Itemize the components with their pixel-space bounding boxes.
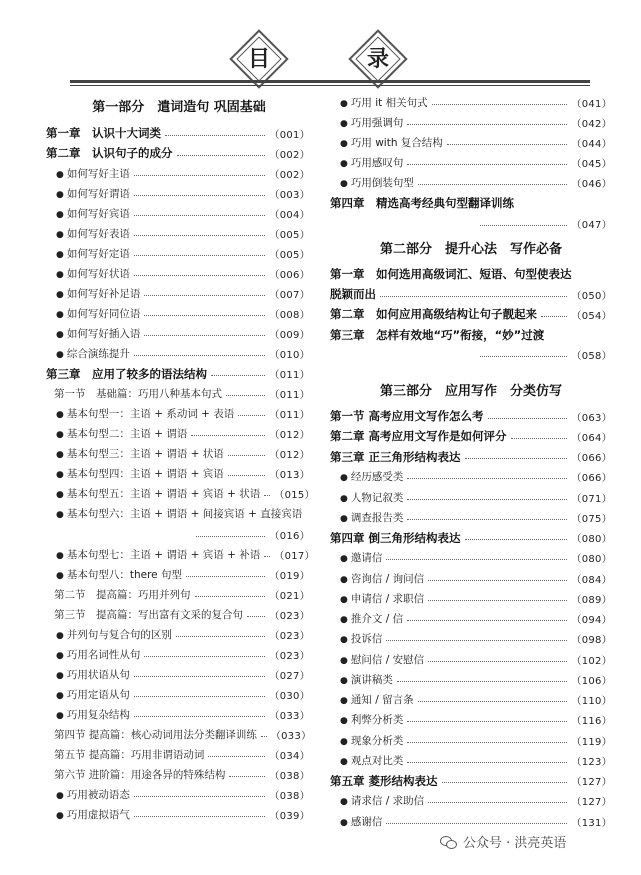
entry-title: ● 现象分析类: [340, 733, 403, 748]
leader-dots: [134, 816, 266, 817]
leader-dots: [407, 721, 567, 722]
entry-title: ● 投诉信: [340, 631, 382, 646]
page-number: （080）: [571, 554, 612, 566]
page-number: （046）: [571, 179, 612, 191]
leader-dots: [480, 356, 567, 357]
entry-title: 脱颖而出: [330, 287, 376, 302]
leader-dots: [407, 124, 567, 125]
entry-title: ● 巧用虚拟语气: [56, 807, 130, 822]
toc-bullet-item: [56, 303, 310, 323]
entry-title: ● 感谢信: [340, 814, 382, 829]
leader-dots: [397, 681, 568, 682]
page-number: （127）: [571, 797, 612, 809]
toc-bullet-item: [56, 544, 315, 564]
page-number: （006）: [269, 269, 310, 281]
leader-dots: [407, 762, 567, 763]
leader-dots: [428, 661, 567, 662]
page-number: （010）: [269, 350, 310, 362]
entry-title: 第一章 认识十大词类: [46, 126, 161, 140]
toc-bullet-item: [56, 444, 310, 464]
page-number: （116）: [571, 716, 612, 728]
leader-dots: [541, 316, 567, 317]
page-number: （019）: [269, 570, 310, 582]
entry-title: 第三章 应用了较多的语法结构: [46, 366, 207, 381]
toc-bullet-item: [340, 629, 612, 649]
entry-title: ● 巧用名词性从句: [56, 647, 140, 662]
page-number: （001）: [269, 129, 310, 141]
toc-chapter: [46, 123, 310, 143]
toc-section: [54, 745, 310, 765]
leader-dots: [177, 155, 266, 156]
leader-dots: [228, 455, 266, 456]
toc-bullet-item: [56, 424, 310, 444]
entry-title: 第三章 正三角形结构表达: [330, 449, 461, 464]
toc-bullet-item: [56, 404, 310, 424]
entry-title: ● 如何写好插入语: [56, 326, 140, 341]
toc-header: [0, 0, 641, 78]
entry-title: 第三章 怎样有效地“巧”衔接，“妙”过渡: [330, 327, 545, 342]
leader-dots: [407, 164, 567, 165]
toc-bullet-item: [56, 484, 315, 504]
toc-continuation: [46, 524, 310, 544]
leader-dots: [407, 620, 567, 621]
leader-dots: [418, 184, 568, 185]
entry-title: ● 观点对比类: [340, 753, 403, 768]
toc-chapter: [330, 304, 612, 324]
entry-title: ● 如何写好同位语: [56, 306, 140, 321]
page-number: （033）: [269, 710, 310, 722]
toc-bullet-item: [56, 624, 310, 644]
leader-dots: [144, 656, 265, 657]
leader-dots: [511, 438, 568, 439]
header-rule-thin: [70, 85, 590, 86]
toc-chapter: [46, 143, 310, 163]
page-number: （002）: [269, 169, 310, 181]
leader-dots: [407, 742, 567, 743]
entry-title: ● 基本句型八：there 句型: [56, 567, 182, 582]
entry-title: 第三节 提高篇：写出富有文采的复合句: [54, 608, 243, 621]
entry-title: ● 巧用复杂结构: [56, 707, 130, 722]
page-number: （021）: [269, 590, 310, 602]
toc-bullet-item: [340, 548, 612, 568]
page-number: （084）: [571, 574, 612, 586]
page-number: （102）: [571, 655, 612, 667]
entry-title: ● 巧用定语从句: [56, 687, 130, 702]
toc-bullet-item: [340, 92, 612, 112]
page-number: （089）: [571, 594, 612, 606]
leader-dots: [191, 435, 265, 436]
page-number: （044）: [571, 138, 612, 150]
page-number: （008）: [269, 309, 310, 321]
entry-title: ● 人物记叙类: [340, 490, 403, 505]
toc-bullet-item: [56, 805, 310, 825]
leader-dots: [144, 315, 265, 316]
page-number: （045）: [571, 159, 612, 171]
toc-bullet-item: [340, 507, 612, 527]
leader-dots: [134, 676, 266, 677]
toc-bullet-item: [56, 644, 310, 664]
page-number: （003）: [269, 189, 310, 201]
toc-bullet-item: [340, 710, 612, 730]
leader-dots: [428, 580, 567, 581]
page-number: （054）: [571, 310, 612, 322]
leader-dots: [208, 756, 265, 757]
toc-chapter: [330, 264, 612, 284]
leader-dots: [264, 556, 270, 557]
page-number: （110）: [571, 696, 612, 707]
toc-bullet-item: [340, 730, 612, 750]
toc-continuation: [330, 213, 612, 233]
toc-bullet-item: [56, 283, 310, 303]
page-number: （066）: [571, 453, 612, 464]
part-three-title: 第三部分 应用写作 分类仿写: [379, 384, 562, 399]
page-number: （012）: [269, 450, 310, 462]
page-number: （094）: [571, 615, 612, 626]
entry-title: 第六节 进阶篇：用途各异的特殊结构: [54, 769, 226, 782]
page-number: （007）: [269, 289, 310, 301]
entry-title: ● 基本句型六：主语 + 谓语 + 间接宾语 + 直接宾语: [56, 506, 302, 521]
toc-bullet-item: [340, 588, 612, 608]
page-number: （016）: [269, 530, 310, 542]
entry-title: ● 通知 / 留言条: [340, 692, 414, 707]
toc-bullet-item: [340, 750, 612, 770]
leader-dots: [442, 782, 568, 783]
entry-title: ● 利弊分析类: [340, 712, 403, 727]
toc-bullet-item: [56, 223, 310, 243]
entry-title: ● 如何写好表语: [56, 226, 130, 241]
page-number: （131）: [571, 817, 612, 829]
page-number: （011）: [269, 390, 310, 402]
toc-bullet-item: [340, 568, 612, 588]
leader-dots: [134, 355, 266, 356]
leader-dots: [465, 539, 568, 540]
page-number: （004）: [269, 209, 310, 221]
leader-dots: [407, 499, 567, 500]
toc-bullet-item: [340, 609, 612, 629]
entry-title: ● 如何写好主语: [56, 166, 130, 181]
toc-bullet-item: [56, 183, 310, 203]
toc-bullet-item: [56, 684, 310, 704]
entry-title: ● 申请信 / 求职信: [340, 591, 424, 606]
entry-title: ● 基本句型一：主语 + 系动词 + 表语: [56, 406, 234, 421]
page-number: （038）: [269, 771, 310, 783]
leader-dots: [134, 696, 266, 697]
title-char-left: 目: [247, 46, 270, 72]
toc-chapter: [330, 426, 612, 446]
page-number: （011）: [269, 410, 310, 422]
toc-chapter: [330, 406, 612, 426]
entry-title: ● 巧用感叹句: [340, 155, 403, 170]
page-number: （106）: [571, 675, 612, 687]
page-number: （075）: [571, 513, 612, 525]
toc-chapter: [330, 325, 612, 345]
toc-bullet-item: [340, 669, 612, 689]
leader-dots: [134, 195, 266, 196]
leader-dots: [211, 375, 265, 376]
entry-title: ● 如何写好补足语: [56, 286, 140, 301]
page-number: （005）: [269, 249, 310, 261]
watermark: [440, 832, 566, 851]
leader-dots: [386, 559, 567, 560]
page-number: （009）: [269, 330, 310, 341]
toc-section: [54, 765, 310, 785]
leader-dots: [195, 596, 266, 597]
page-number: （013）: [269, 470, 310, 482]
leader-dots: [134, 215, 266, 216]
leader-dots: [465, 458, 568, 459]
toc-chapter: [330, 771, 612, 791]
entry-title: ● 巧用状语从句: [56, 667, 130, 682]
leader-dots: [428, 600, 567, 601]
entry-title: ● 基本句型五：主语 + 谓语 + 宾语 + 状语: [56, 486, 260, 501]
entry-title: 第五节 提高篇：巧用非谓语动词: [54, 749, 205, 762]
entry-title: ● 如何写好宾语: [56, 206, 130, 221]
page-number: （023）: [269, 650, 310, 662]
page-number: （039）: [269, 811, 310, 823]
title-char-right: 录: [366, 46, 389, 72]
page-number: （023）: [269, 630, 310, 642]
page-number: （123）: [571, 756, 612, 768]
page-number: （064）: [571, 432, 612, 444]
page-number: （017）: [274, 550, 315, 562]
leader-dots: [144, 335, 265, 336]
entry-title: ● 如何写好谓语: [56, 186, 130, 201]
entry-title: ● 巧用 with 复合结构: [340, 135, 443, 150]
part-two-title: 第二部分 提升心法 写作必备: [379, 242, 562, 257]
leader-dots: [428, 802, 567, 803]
entry-title: ● 调查报告类: [340, 510, 403, 525]
leader-dots: [134, 716, 266, 717]
toc-bullet-item: [340, 112, 612, 132]
entry-title: ● 综合演练提升: [56, 346, 130, 361]
toc-bullet-item: [340, 132, 612, 152]
leader-dots: [134, 796, 266, 797]
toc-bullet-item: [56, 243, 310, 263]
page-number: （015）: [274, 490, 315, 502]
page-number: （127）: [571, 777, 612, 788]
entry-title: ● 巧用被动语态: [56, 787, 130, 802]
toc-bullet-item: [340, 173, 612, 193]
page-number: （002）: [269, 149, 310, 161]
leader-dots: [238, 415, 265, 416]
entry-title: ● 请求信 / 求助信: [340, 793, 424, 808]
page-number: （038）: [269, 791, 310, 803]
entry-title: ● 如何写好定语: [56, 246, 130, 261]
page-number: （005）: [269, 229, 310, 241]
leader-dots: [432, 104, 568, 105]
page-number: （034）: [269, 751, 310, 763]
watermark-text: 公众号 · 洪亮英语: [463, 836, 567, 851]
entry-title: 第二章 高考应用文写作是如何评分: [330, 429, 507, 444]
leader-dots: [247, 616, 265, 617]
page-number: （041）: [571, 98, 612, 110]
leader-dots: [196, 536, 265, 537]
leader-dots: [418, 701, 568, 702]
leader-dots: [488, 418, 568, 419]
toc-bullet-item: [340, 153, 612, 173]
entry-title: ● 巧用倒装句型: [340, 175, 414, 190]
entry-title: ● 演讲稿类: [340, 672, 393, 687]
toc-bullet-item: [56, 664, 310, 684]
entry-title: ● 巧用强调句: [340, 115, 403, 130]
entry-title: ● 咨询信 / 询问信: [340, 571, 424, 586]
entry-title: ● 邀请信: [340, 550, 382, 565]
leader-dots: [134, 175, 266, 176]
page-number: （080）: [571, 534, 612, 545]
page-number: （042）: [571, 118, 612, 130]
toc-bullet-item: [340, 791, 612, 811]
toc-bullet-item: [56, 163, 310, 183]
entry-title: ● 推介文 / 信: [340, 611, 403, 626]
toc-chapter: [330, 447, 612, 467]
page-number: （066）: [571, 473, 612, 485]
page-number: （098）: [571, 635, 612, 647]
toc-bullet-item: [340, 467, 612, 487]
entry-title: ● 基本句型七：主语 + 谓语 + 宾语 + 补语: [56, 547, 260, 562]
toc-bullet-item: [340, 690, 612, 710]
page-number: （063）: [571, 412, 612, 424]
toc-chapter: [330, 193, 612, 213]
entry-title: 第二章 如何应用高级结构让句子靓起来: [330, 307, 537, 322]
toc-bullet-item: [56, 203, 310, 223]
entry-title: ● 慰问信 / 安慰信: [340, 652, 424, 667]
leader-dots: [229, 776, 265, 777]
part-one-title: 第一部分 遣词造句 巩固基础: [92, 100, 266, 115]
entry-title: 第一章 如何选用高级词汇、短语、句型使表达: [330, 267, 572, 281]
entry-title: ● 并列句与复合句的区别: [56, 627, 172, 642]
page-number: （030）: [269, 690, 310, 702]
entry-title: 第四章 倒三角形结构表达: [330, 530, 461, 545]
page-number: （023）: [269, 610, 310, 622]
leader-dots: [134, 255, 266, 256]
toc-bullet-item: [56, 344, 310, 364]
toc-continuation: [330, 345, 612, 365]
entry-title: ● 基本句型二：主语 + 谓语: [56, 426, 187, 441]
leader-dots: [407, 478, 567, 479]
leader-dots: [447, 144, 568, 145]
toc-bullet-item: [56, 564, 310, 584]
toc-bullet-item: [56, 504, 310, 524]
header-rule: [70, 80, 590, 83]
page-number: （050）: [571, 290, 612, 302]
toc-bullet-item: [56, 785, 310, 805]
toc-bullet-item: [56, 263, 310, 283]
toc-bullet-item: [340, 487, 612, 507]
toc-bullet-item: [56, 324, 310, 344]
leader-dots: [186, 576, 265, 577]
toc-section: [54, 725, 310, 745]
leader-dots: [480, 225, 567, 226]
leader-dots: [380, 296, 567, 297]
entry-title: 第一节 基础篇：巧用八种基本句式: [54, 388, 222, 401]
toc-section: [54, 604, 310, 624]
leader-dots: [264, 495, 270, 496]
entry-title: 第二节 提高篇：巧用并列句: [54, 588, 191, 601]
page-number: （058）: [571, 351, 612, 363]
leader-dots: [226, 395, 265, 396]
toc-bullet-item: [340, 649, 612, 669]
toc-bullet-item: [56, 704, 310, 724]
entry-title: ● 巧用 it 相关句式: [340, 95, 428, 110]
leader-dots: [134, 275, 266, 276]
leader-dots: [386, 640, 567, 641]
wechat-icon: [440, 835, 458, 849]
entry-title: ● 如何写好状语: [56, 266, 130, 281]
page-number: （047）: [571, 219, 612, 231]
leader-dots: [386, 823, 567, 824]
leader-dots: [134, 235, 266, 236]
page-number: （119）: [571, 736, 612, 748]
leader-dots: [407, 519, 567, 520]
page-number: （071）: [571, 493, 612, 505]
page-number: （027）: [269, 670, 310, 682]
entry-title: 第四章 精选高考经典句型翻译训练: [330, 196, 514, 210]
entry-title: ● 经历感受类: [340, 469, 403, 484]
entry-title: 第四节 提高篇：核心动词用法分类翻译训练: [54, 729, 257, 741]
entry-title: 第二章 认识句子的成分: [46, 146, 173, 161]
toc-bullet-item: [340, 811, 612, 831]
toc-section: [54, 584, 310, 604]
entry-title: 第一节 高考应用文写作怎么考: [330, 409, 484, 423]
leader-dots: [228, 475, 266, 476]
page-number: （012）: [269, 430, 310, 442]
toc-chapter: [330, 528, 612, 548]
toc-chapter: [330, 284, 612, 304]
leader-dots: [261, 736, 267, 737]
leader-dots: [176, 636, 266, 637]
toc-chapter: [46, 364, 310, 384]
leader-dots: [144, 295, 265, 296]
toc-section: [54, 384, 310, 404]
entry-title: 第五章 菱形结构表达: [330, 773, 438, 788]
toc-bullet-item: [56, 464, 310, 484]
entry-title: ● 基本句型四：主语 + 谓语 + 宾语: [56, 466, 224, 481]
page-number: （033）: [270, 731, 312, 742]
leader-dots: [165, 135, 265, 136]
page-number: （011）: [269, 370, 310, 382]
entry-title: ● 基本句型三：主语 + 谓语 + 状语: [56, 446, 224, 461]
